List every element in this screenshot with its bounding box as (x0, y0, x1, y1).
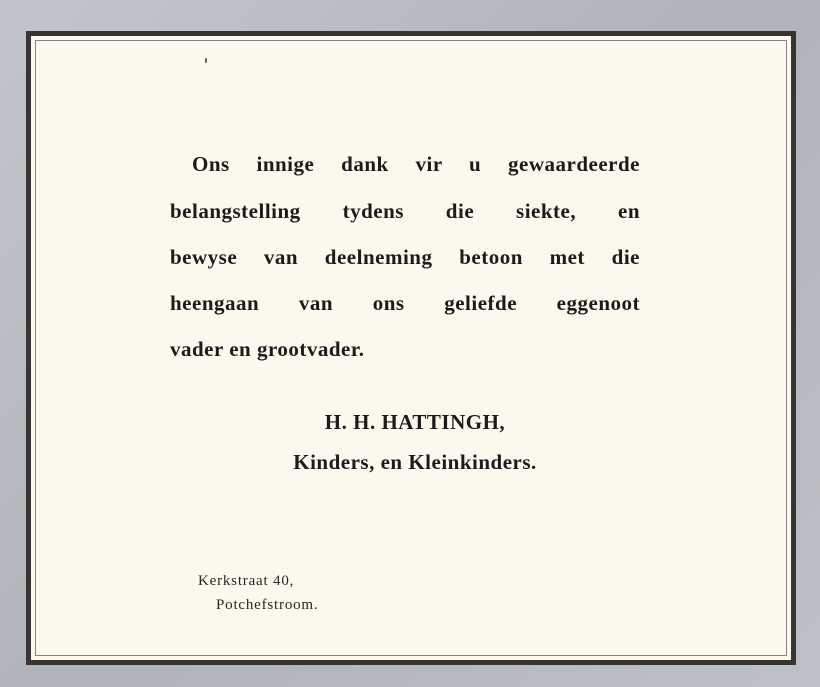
message-line-1: Ons innige dank vir u gewaardeerde (192, 152, 640, 176)
signature-name: H. H. HATTINGH, (324, 410, 506, 434)
message-line-3: bewyse van deelneming betoon met die (170, 245, 640, 269)
message-line-2: belangstelling tydens die siekte, en (170, 199, 640, 223)
address-street: Kerkstraat 40, (198, 573, 295, 589)
message-line-4: heengaan van ons geliefde eggenoot (170, 291, 640, 315)
signature-family: Kinders, en Kleinkinders. (293, 450, 537, 474)
address-town: Potchefstroom. (216, 597, 319, 613)
paper-speck (205, 58, 207, 63)
message-line-5: vader en grootvader. (170, 337, 365, 361)
